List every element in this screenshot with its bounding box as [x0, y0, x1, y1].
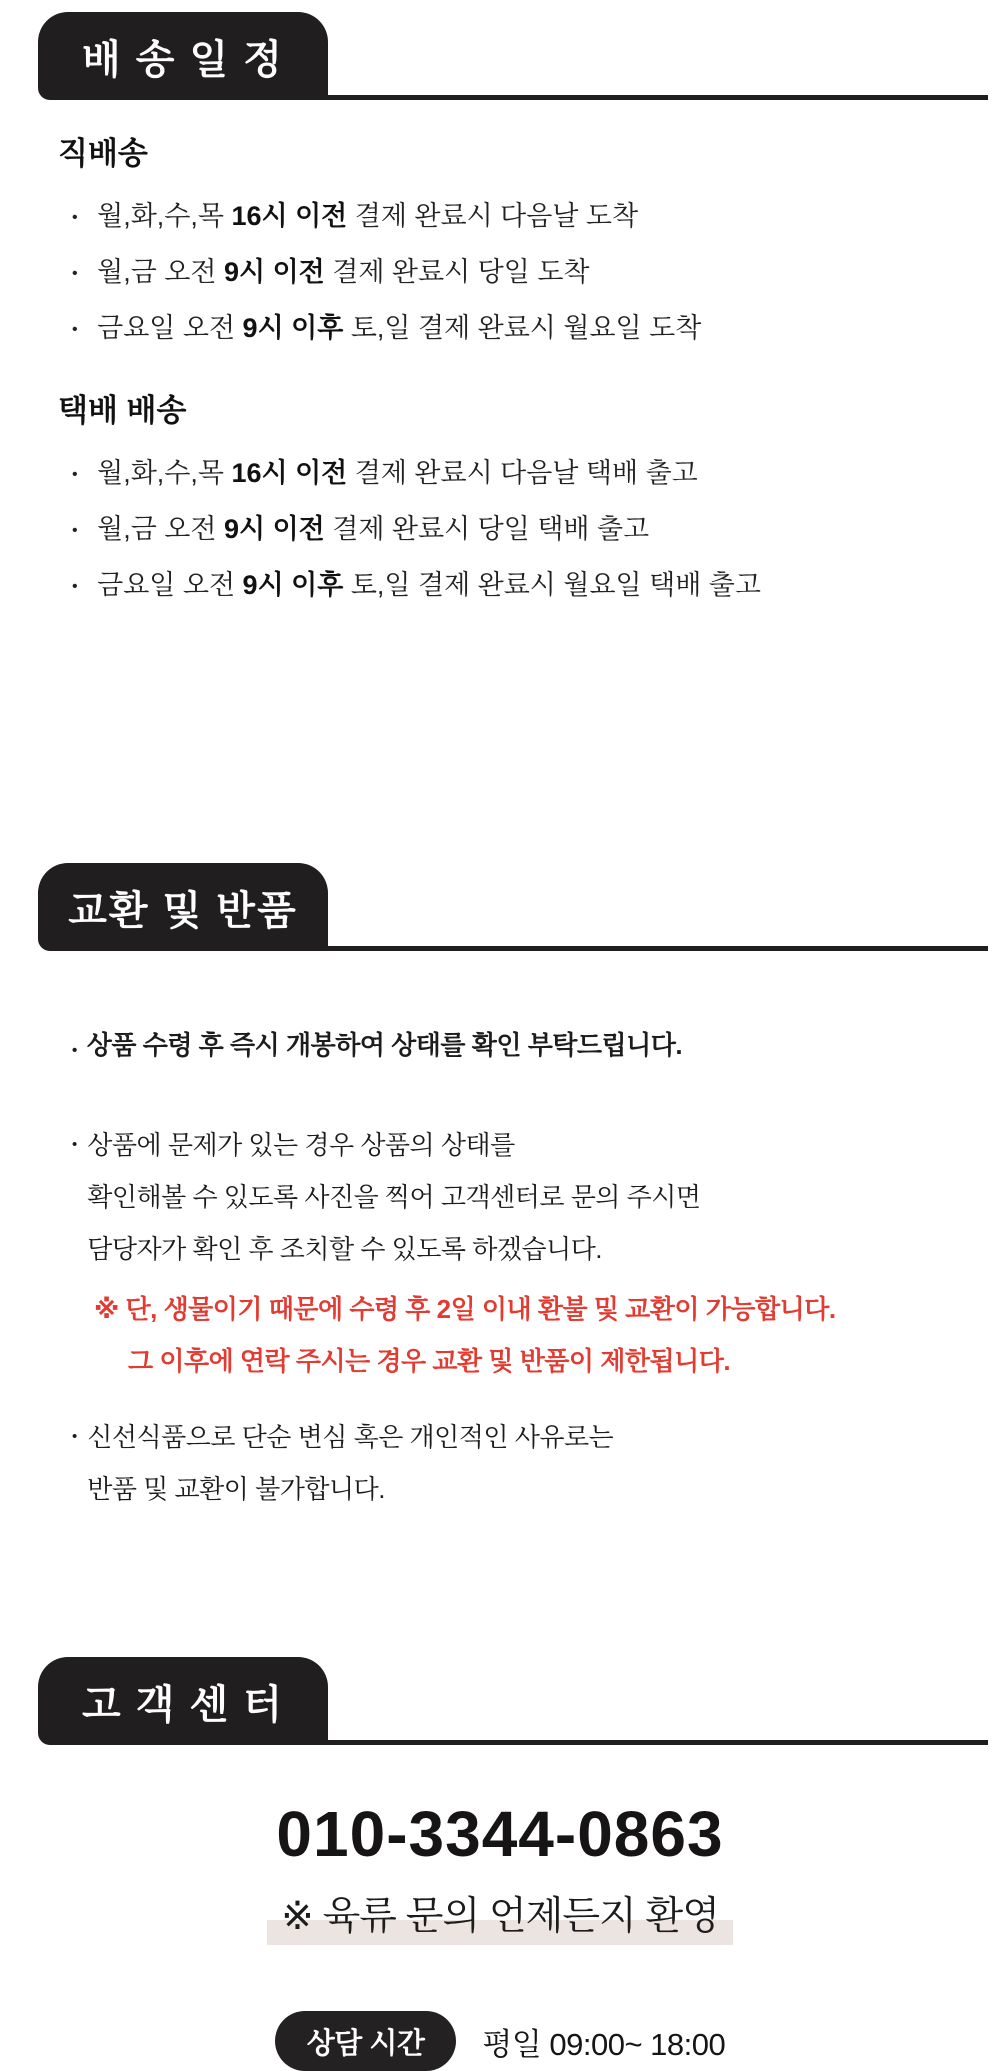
exchange-section-header — [38, 863, 988, 951]
bullet-icon: • — [72, 522, 78, 539]
exchange-header-rule — [328, 946, 988, 951]
delivery-header-rule — [328, 95, 988, 100]
rule-text: 결제 완료시 다음날 도착 — [347, 201, 639, 231]
section-gap — [0, 614, 1000, 863]
exchange-header-badge — [38, 863, 328, 951]
rule-text: 월,금 오전 — [97, 257, 224, 287]
rule-bold: 16시 이전 — [231, 458, 348, 488]
cs-note-highlighted: ※ 육류 문의 언제든지 환영 — [267, 1885, 733, 1945]
direct-delivery-list — [72, 189, 1000, 357]
bullet-icon: • — [72, 1042, 77, 1059]
problem-line: 확인해볼 수 있도록 사진을 찍어 고객센터로 문의 주시면 — [87, 1182, 701, 1212]
rule-text: 월,화,수,목 — [97, 458, 232, 488]
cs-phone-number: 010-3344-0863 — [276, 1798, 724, 1870]
open-check-notice — [72, 1025, 980, 1077]
problem-report-notice — [72, 1119, 980, 1275]
exchange-content — [72, 1025, 980, 1515]
parcel-delivery-title: 택배 배송 — [58, 393, 187, 428]
hours-label-pill — [275, 2011, 457, 2071]
rule-text: 월,금 오전 — [97, 514, 224, 544]
rule-text: 금요일 오전 — [97, 570, 243, 600]
warning-line: ※ 단, 생물이기 때문에 수령 후 2일 이내 환불 및 교환이 가능합니다. — [94, 1294, 836, 1324]
delivery-header-badge — [38, 12, 328, 100]
problem-line: 상품에 문제가 있는 경우 상품의 상태를 — [87, 1130, 515, 1160]
bullet-icon: • — [72, 265, 78, 282]
rule-text: 결제 완료시 다음날 택배 출고 — [347, 458, 698, 488]
direct-delivery-item — [72, 189, 1000, 245]
rule-bold: 16시 이전 — [231, 201, 348, 231]
parcel-delivery-item — [72, 446, 1000, 502]
section-gap — [0, 1515, 1000, 1657]
delivery-section-header — [38, 12, 988, 100]
rule-bold: 9시 이전 — [223, 514, 325, 544]
rule-text: 금요일 오전 — [97, 313, 243, 343]
bullet-icon: • — [72, 1428, 78, 1445]
cs-hours-row — [0, 2011, 1000, 2071]
parcel-delivery-item — [72, 558, 1000, 614]
direct-delivery-item — [72, 301, 1000, 357]
rule-text: 결제 완료시 당일 택배 출고 — [324, 514, 650, 544]
rule-bold: 9시 이전 — [223, 257, 325, 287]
perishable-warning — [94, 1283, 980, 1387]
cs-header-rule — [328, 1740, 988, 1745]
section-exchange-return — [0, 863, 1000, 1515]
bullet-icon: • — [72, 466, 78, 483]
direct-delivery-title: 직배송 — [58, 136, 148, 171]
cs-note-row — [0, 1885, 1000, 1945]
hours-value: 평일 09:00~ 18:00 — [482, 2026, 726, 2062]
rule-text: 토,일 결제 완료시 월요일 택배 출고 — [343, 570, 761, 600]
hours-label: 상담 시간 — [306, 2027, 425, 2060]
fresh-line: 반품 및 교환이 불가합니다. — [87, 1474, 385, 1504]
rule-bold: 9시 이후 — [242, 570, 344, 600]
cs-section-header — [38, 1657, 988, 1745]
open-check-notice-text: 상품 수령 후 즉시 개봉하여 상태를 확인 부탁드립니다. — [86, 1030, 683, 1060]
bullet-icon: • — [72, 578, 78, 595]
problem-report-text — [87, 1119, 700, 1275]
problem-line: 담당자가 확인 후 조치할 수 있도록 하겠습니다. — [87, 1234, 603, 1264]
fresh-line: 신선식품으로 단순 변심 혹은 개인적인 사유로는 — [87, 1422, 614, 1452]
bullet-icon: • — [72, 1136, 78, 1153]
cs-header-label: 고 객 센 터 — [82, 1682, 284, 1727]
rule-text: 월,화,수,목 — [97, 201, 232, 231]
rule-text: 결제 완료시 당일 도착 — [324, 257, 590, 287]
cs-header-badge — [38, 1657, 328, 1745]
parcel-delivery-item — [72, 502, 1000, 558]
rule-text: 토,일 결제 완료시 월요일 도착 — [343, 313, 702, 343]
delivery-header-label: 배 송 일 정 — [82, 37, 284, 82]
fresh-food-notice — [72, 1411, 980, 1515]
fresh-food-text — [87, 1411, 613, 1515]
section-customer-center — [0, 1657, 1000, 2071]
direct-delivery-item — [72, 245, 1000, 301]
exchange-header-label: 교환 및 반품 — [68, 888, 298, 933]
warning-line: 그 이후에 연락 주시는 경우 교환 및 반품이 제한됩니다. — [128, 1346, 731, 1376]
parcel-delivery-list — [72, 446, 1000, 614]
rule-bold: 9시 이후 — [242, 313, 344, 343]
bullet-icon: • — [72, 209, 78, 226]
section-delivery-schedule — [0, 12, 1000, 614]
bullet-icon: • — [72, 321, 78, 338]
